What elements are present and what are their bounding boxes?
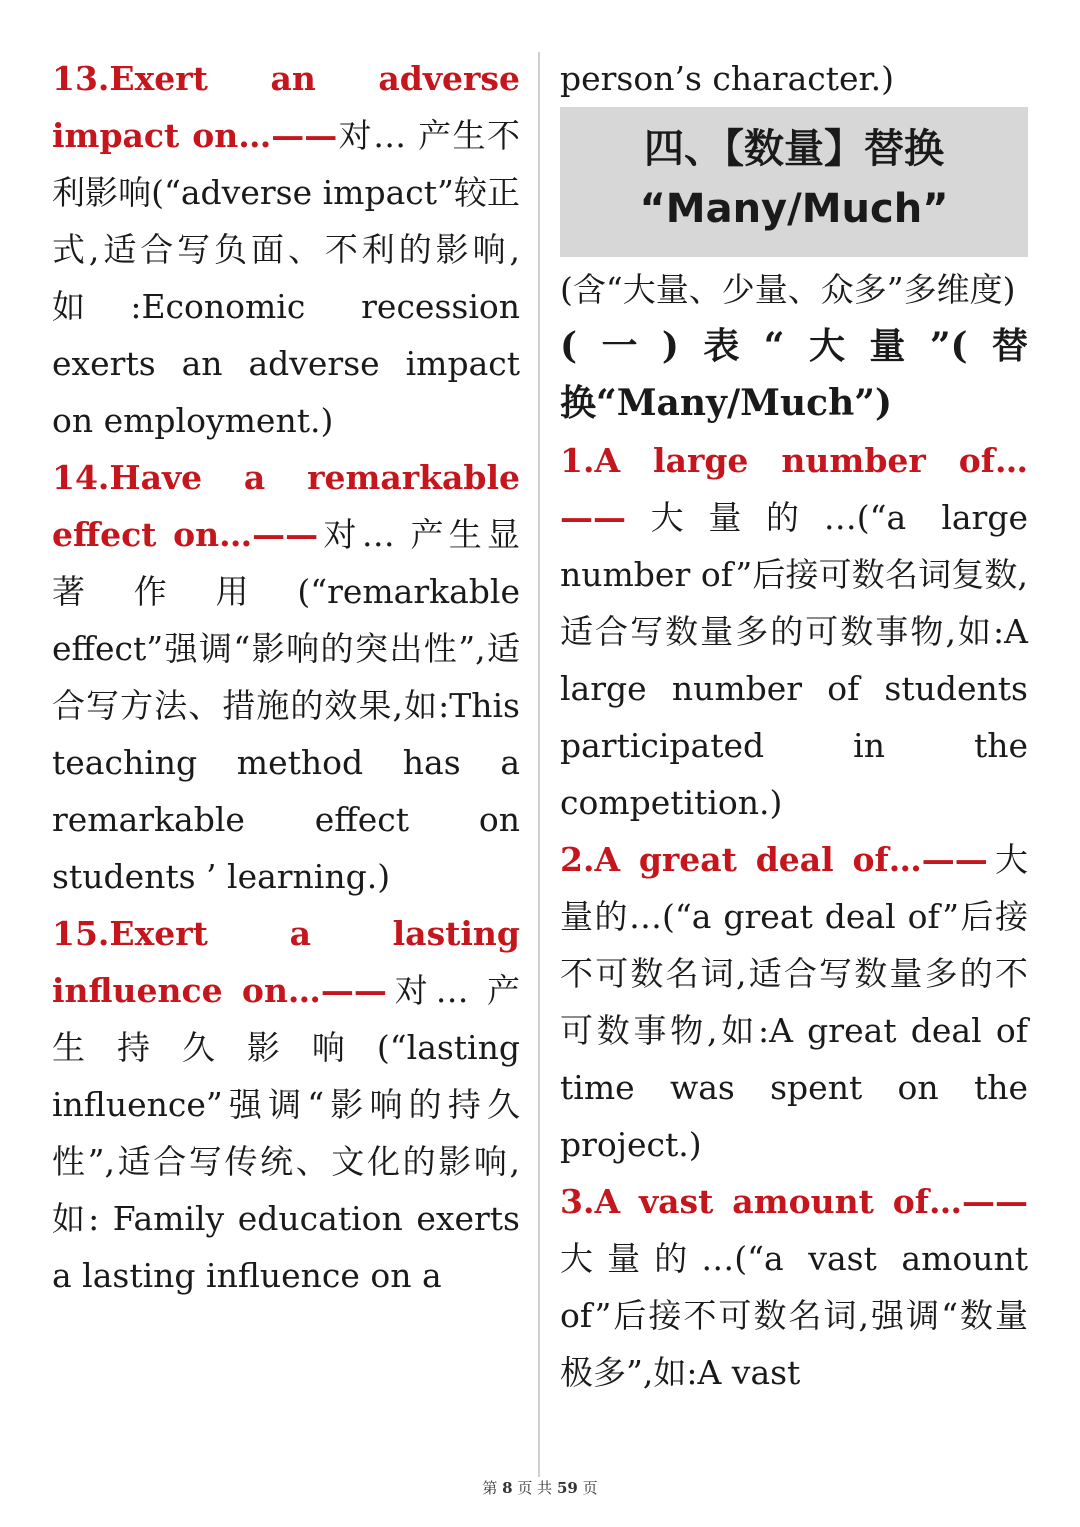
entry-heading: 14.Have a remarkable effect on…—— bbox=[52, 458, 520, 554]
entry-body: 对… 产生不利影响(“adverse impact”较正式,适合写负面、不利的影响,如:Economic recession exerts an adverse impact on employment.) bbox=[52, 116, 520, 440]
entry-heading: 15.Exert a lasting influence on…—— bbox=[52, 914, 520, 1010]
entry-heading: 2.A great deal of…—— bbox=[560, 840, 988, 879]
footer-suffix: 页 bbox=[582, 1479, 598, 1497]
entry-body: 大量的…(“a large number of”后接可数名词复数,适合写数量多的可数事物,如:A large number of students participated in the competition.) bbox=[560, 498, 1028, 822]
footer-total-pages: 59 bbox=[556, 1479, 578, 1497]
left-column bbox=[52, 50, 520, 1304]
page-footer bbox=[0, 1477, 1080, 1498]
entry-15 bbox=[52, 905, 520, 1304]
entry-14 bbox=[52, 449, 520, 905]
section-heading-box bbox=[560, 107, 1028, 257]
continued-text: person’s character.) bbox=[560, 59, 895, 98]
entry-2 bbox=[560, 831, 1028, 1173]
entry-body: 大量的…(“a great deal of”后接不可数名词,适合写数量多的不可数事物,如:A great deal of time was spent on the project.) bbox=[560, 840, 1029, 1164]
subsection-title: (一)表“大量”(替换“Many/Much”) bbox=[560, 325, 1028, 424]
entry-heading: 13.Exert an adverse impact on…—— bbox=[52, 59, 520, 155]
entry-1 bbox=[560, 432, 1028, 831]
section-title-sub: “Many/Much” bbox=[639, 186, 949, 232]
right-column bbox=[560, 50, 1028, 1401]
entry-13 bbox=[52, 50, 520, 449]
entry-body: 大量的…(“a vast amount of”后接不可数名词,强调“数量极多”,如:A vast bbox=[560, 1239, 1028, 1392]
entry-body: 对… 产生显著作用(“remarkable effect”强调“影响的突出性”,适合写方法、措施的效果,如:This teaching method has a remarkable effect on students ’ learning.) bbox=[52, 515, 520, 896]
section-description: (含“大量、少量、众多”多维度) bbox=[560, 270, 1016, 309]
section-title: 四、【数量】替换 bbox=[644, 126, 944, 172]
footer-middle: 页 共 bbox=[517, 1479, 553, 1497]
entry-body: 对… 产生持久影响(“lasting influence”强调“影响的持久性”,适合写传统、文化的影响, 如: Family education exerts a lasting influence on a bbox=[52, 971, 520, 1295]
column-divider bbox=[538, 52, 540, 1477]
footer-prefix: 第 bbox=[482, 1479, 498, 1497]
entry-heading: 3.A vast amount of…—— bbox=[560, 1182, 1028, 1221]
footer-page-number: 8 bbox=[502, 1479, 513, 1497]
entry-3 bbox=[560, 1173, 1028, 1401]
entry-heading: 1.A large number of…—— bbox=[560, 441, 1028, 537]
